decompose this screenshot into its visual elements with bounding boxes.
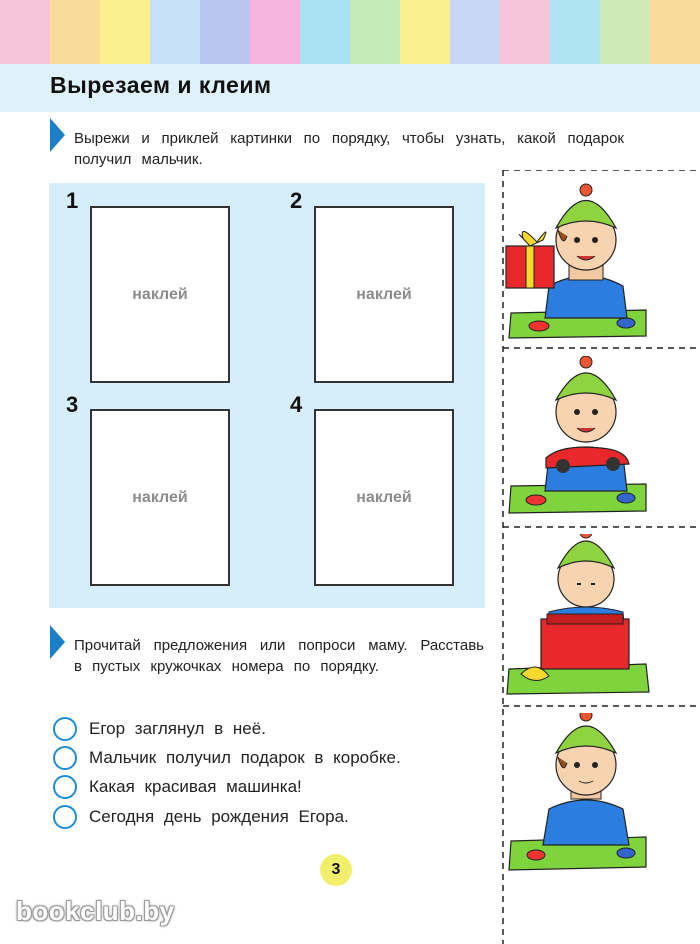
stripe	[550, 0, 600, 64]
cutout-boy-with-toy-car[interactable]	[501, 356, 700, 521]
slot-number-1: 1	[66, 188, 79, 213]
stripe	[600, 0, 650, 64]
cutout-boy-at-table[interactable]	[501, 713, 700, 878]
sentence-text: Сегодня день рождения Егора.	[89, 807, 349, 826]
sentence-row-1	[53, 717, 266, 741]
slot-label: наклей	[356, 285, 412, 303]
slot-label: наклей	[356, 488, 412, 506]
slot-label: наклей	[132, 488, 188, 506]
sticker-slot-4[interactable]	[314, 409, 454, 586]
order-number-circle[interactable]	[53, 805, 77, 829]
page-number: 3	[320, 854, 352, 886]
slot-number-4: 4	[290, 392, 303, 417]
cutout-boy-looking-in-box[interactable]	[501, 534, 700, 699]
sentence-text: Мальчик получил подарок в коробке.	[89, 748, 401, 767]
stripe	[200, 0, 250, 64]
sentence-text: Какая красивая машинка!	[89, 777, 302, 796]
order-number-circle[interactable]	[53, 717, 77, 741]
cutout-boy-with-gift[interactable]	[501, 178, 700, 343]
slot-label: наклей	[132, 285, 188, 303]
sentence-row-3	[53, 775, 302, 799]
stripe	[400, 0, 450, 64]
slot-number-2: 2	[290, 188, 303, 213]
instruction-arrow-icon	[50, 625, 65, 659]
sentence-text: Егор заглянул в неё.	[89, 719, 266, 738]
stripe	[0, 0, 50, 64]
instruction-text-1: Вырежи и приклей картинки по порядку, чтобы узнать, какой подарок получил мальчик.	[74, 130, 624, 168]
sentence-row-4	[53, 805, 349, 829]
decorative-stripes	[0, 0, 700, 64]
cut-out-column	[501, 170, 700, 944]
page-title: Вырезаем и клеим	[50, 72, 272, 98]
stripe	[50, 0, 100, 64]
instruction-arrow-icon	[50, 118, 65, 152]
watermark: bookclub.by	[16, 896, 175, 926]
stripe	[300, 0, 350, 64]
stripe	[650, 0, 700, 64]
sticker-slot-2[interactable]	[314, 206, 454, 383]
sticker-slot-1[interactable]	[90, 206, 230, 383]
instruction-text-2: Прочитай предложения или попроси маму. Расставь в пустых кружочках номера по порядку.	[74, 637, 484, 675]
order-number-circle[interactable]	[53, 775, 77, 799]
sticker-slot-3[interactable]	[90, 409, 230, 586]
stripe	[100, 0, 150, 64]
stripe	[250, 0, 300, 64]
sentence-row-2	[53, 746, 401, 770]
stripe	[150, 0, 200, 64]
stripe	[450, 0, 500, 64]
stripe	[500, 0, 550, 64]
slot-number-3: 3	[66, 392, 79, 417]
order-number-circle[interactable]	[53, 746, 77, 770]
stripe	[350, 0, 400, 64]
